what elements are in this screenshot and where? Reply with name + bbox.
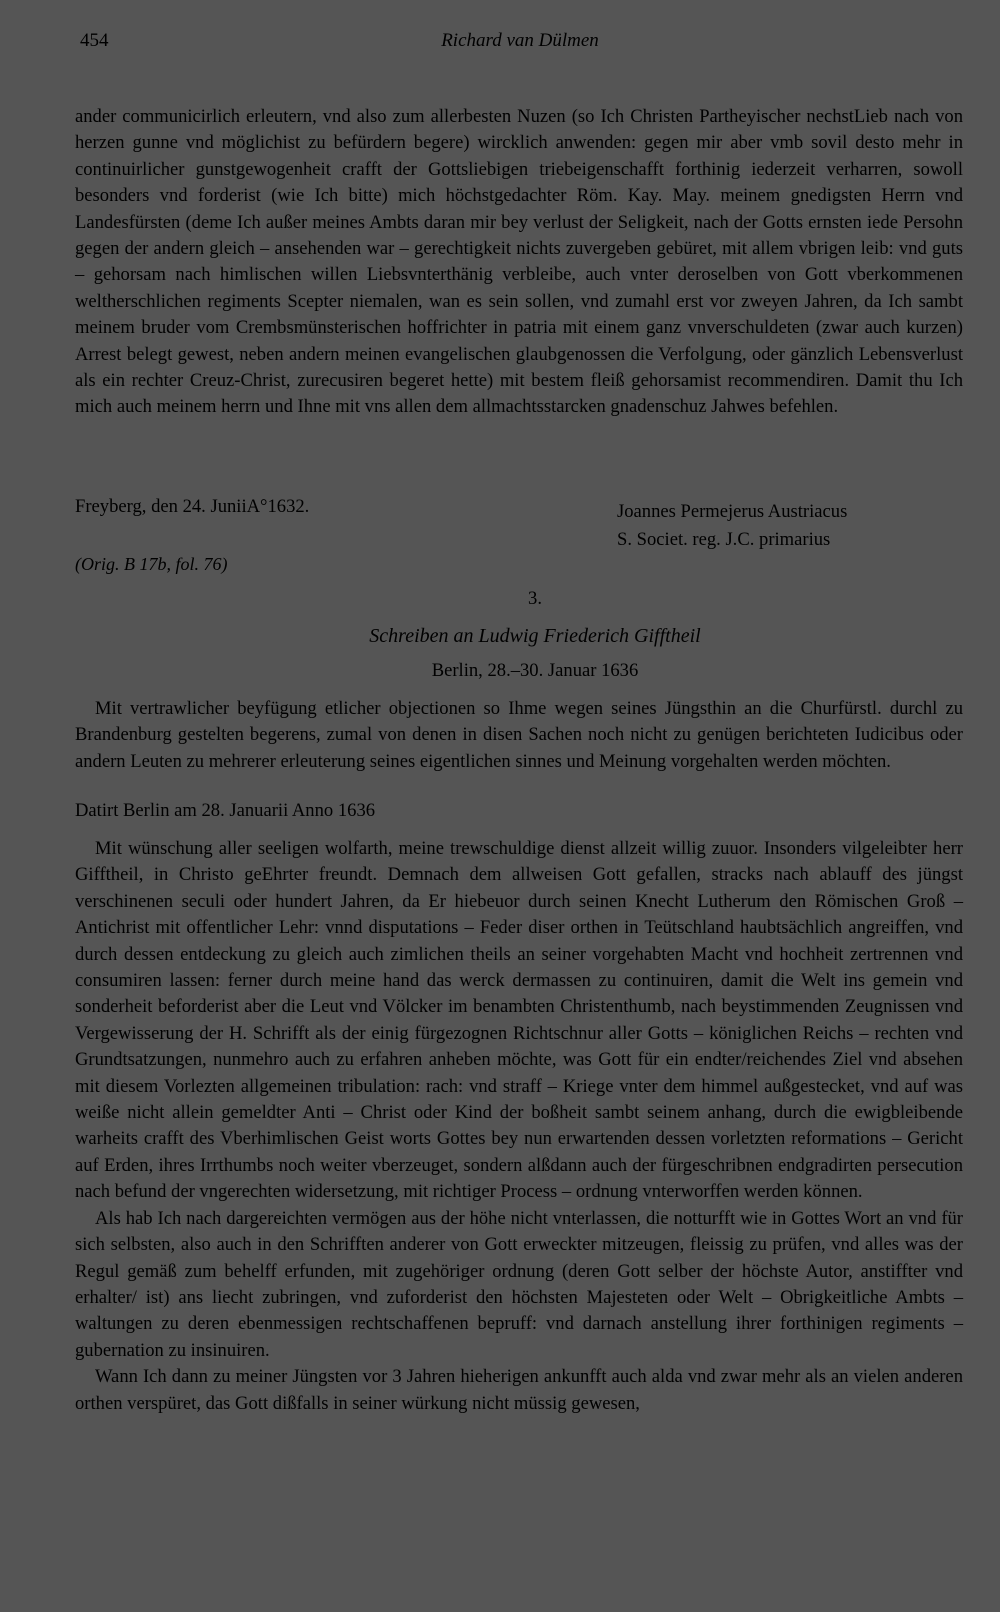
dated-line: Datirt Berlin am 28. Januarii Anno 1636 [75,800,376,821]
page-header [80,30,960,62]
signature-block [617,498,847,554]
source-reference: (Orig. B 17b, fol. 76) [75,554,228,574]
section-subtitle: Berlin, 28.–30. Januar 1636 [431,660,639,681]
letter-end-paragraph: ander communicirlich erleutern, vnd also zum allerbesten Nuzen (so Ich Christen Partheyischer nechstLieb nach von herzen gunne vnd möglichist zu befürdern begere) wircklich anwenden: gegen mir aber vmb sovil desto mehr in continuirlicher gunstgewogenheit crafft der Gottsliebigen triebeigenschafft forthinig iederzeit verharren, sowoll besonders vnd forderist (wie Ich bitte) mich höchstgedachter Röm. Kay. May. meinem gnedigsten Herrn vnd Landesfürsten (deme Ich außer meines Ambts daran mir bey verlust der Seligkeit, nach der Gotts ernsten iede Persohn gegen der andern gleich – ansehenden war – gerechtigkeit nichts zuvergeben gebüret, mit allem vbrigen leib: vnd guts – gehorsam nach himlischen willen Liebsvnterthänig verbleibe, auch vnter deroselben von Gott vberkommenen weltherschlichen regiments Scepter niemalen, wan es sein sollen, vnd zumahl erst vor zweyen Jahren, da Ich sambt meinem bruder vom Crembsmünsterischen hoffrichter in patria mit einem ganz vnverschuldeten (zwar auch kurzen) Arrest belegt gewest, neben andern meinen evangelischen glaubgenossen die Verfolgung, oder gänzlich Lebensverlust als ein rechter Creuz-Christ, zurecusiren begeret hette) mit bestem fleiß gehorsamist recommendiren. Damit thu Ich mich auch meinem herrn und Ihne mit vns allen dem allmachtsstarcken gnadenschuz Jahwes befehlen. [75,106,963,418]
section-number: 3. [528,588,542,609]
body-paragraph: Mit wünschung aller seeligen wolfarth, meine trewschuldige dienst allzeit willig zuuor. Insonders vilgeleibter herr Gifftheil, in Christo geEhrter freundt. Demnach dem allweisen Gott gefallen, stracks nach ablauff des jüngst verschinenen seculi oder hundert Jahren, da Er hiebeuor durch seinen Knecht Lutherum den Römischen Groß – Antichrist mit offentlicher Lehr: vnnd disputations – Feder diser orthen in Teütschland haubtsächlich angreiffen, vnd durch dessen entdeckung zu gleich auch zimlichen theils an seiner vorgehabten Macht vnd hochheit zertrennen vnd consumiren lassen: ferner durch meine hand das werck dermassen zu continuiren, damit die Welt ins gemein vnd sonderheit beforderist aber die Leut vnd Völcker im benambten Christenthumb, nach beystimmenden Zeugnissen vnd Vergewisserung der H. Schrifft als der einig fürgezognen Richtschnur aller Gotts – königlichen Reichs – rechten vnd Grundtsatzungen, nunmehro auch zu erfahren anheben möchte, was Gott für ein endter/reichendes Ziel vnd absehen mit diesem Vorlezten allgemeinen tribulation: rach: vnd straff – Kriege vnter dem himmel außgestecket, vnd auf was weiße nicht allein gemeldter Anti – Christ oder Kind der boßheit sambt seinem anhang, durch die ewigbleibende warheits crafft des Vberhimlischen Geist worts Gottes bey nun erwartenden dessen vorletzten reformations – Gericht auf Erden, ihres Irrthumbs noch weiter vberzeuget, sondern alßdann auch der fürgeschribnen endgradirten persecution nach befund der vngerechten widersetzung, mit richtiger Process – ordnung vnterworffen werden können. [75,838,963,1203]
signature-line: S. Societ. reg. J.C. primarius [617,529,831,550]
signature-line: Joannes Permejerus Austriacus [617,501,848,522]
place-date: Freyberg, den 24. JuniiA°1632. [75,496,310,517]
body-paragraph: Wann Ich dann zu meiner Jüngsten vor 3 Jahren hieherigen ankunfft auch alda vnd zwar mehr als an vielen anderen orthen verspüret, das Gott dißfalls in seiner würkung nicht müssig gewesen, [75,1366,963,1414]
running-title: Richard van Dülmen [441,30,599,51]
letter-end-body [75,104,963,421]
letter-body [75,836,963,1417]
summary-paragraph: Mit vertrawlicher beyfügung etlicher objectionen so Ihme wegen seines Jüngsthin an die Churfürstl. durchl zu Brandenburg gestelten begerens, zumal von denen in disen Sachen noch nicht zu genügen berichteten Iudicibus oder andern Leuten zu mehrerer erleuterung seines eigentlichen sinnes und Meinung vorgehalten werden möchten. [75,698,963,772]
section-title: Schreiben an Ludwig Friederich Gifftheil [369,625,701,647]
body-paragraph: Als hab Ich nach dargereichten vermögen aus der höhe nicht vnterlassen, die notturfft wie in Gottes Wort an vnd für sich selbsten, also auch in den Schrifften anderer von Gott erweckter mitzeugen, fleissig zu prüfen, vnd alles was der Regul gemäß zum behelff erfunden, mit zugehöriger ordnung (deren Gott selber der höchste Autor, anstiffter vnd erhalter/ ist) ans liecht zubringen, vnd zuforderist den höchsten Majesteten oder Welt – Obrigkeitliche Ambts – waltungen zu deren ebenmessigen rechtschaffenen bepruff: vnd darnach anstellung ihrer forthinigen regiments – gubernation zu insinuiren. [75,1207,963,1361]
page-number: 454 [80,30,109,51]
section-summary [75,696,963,775]
